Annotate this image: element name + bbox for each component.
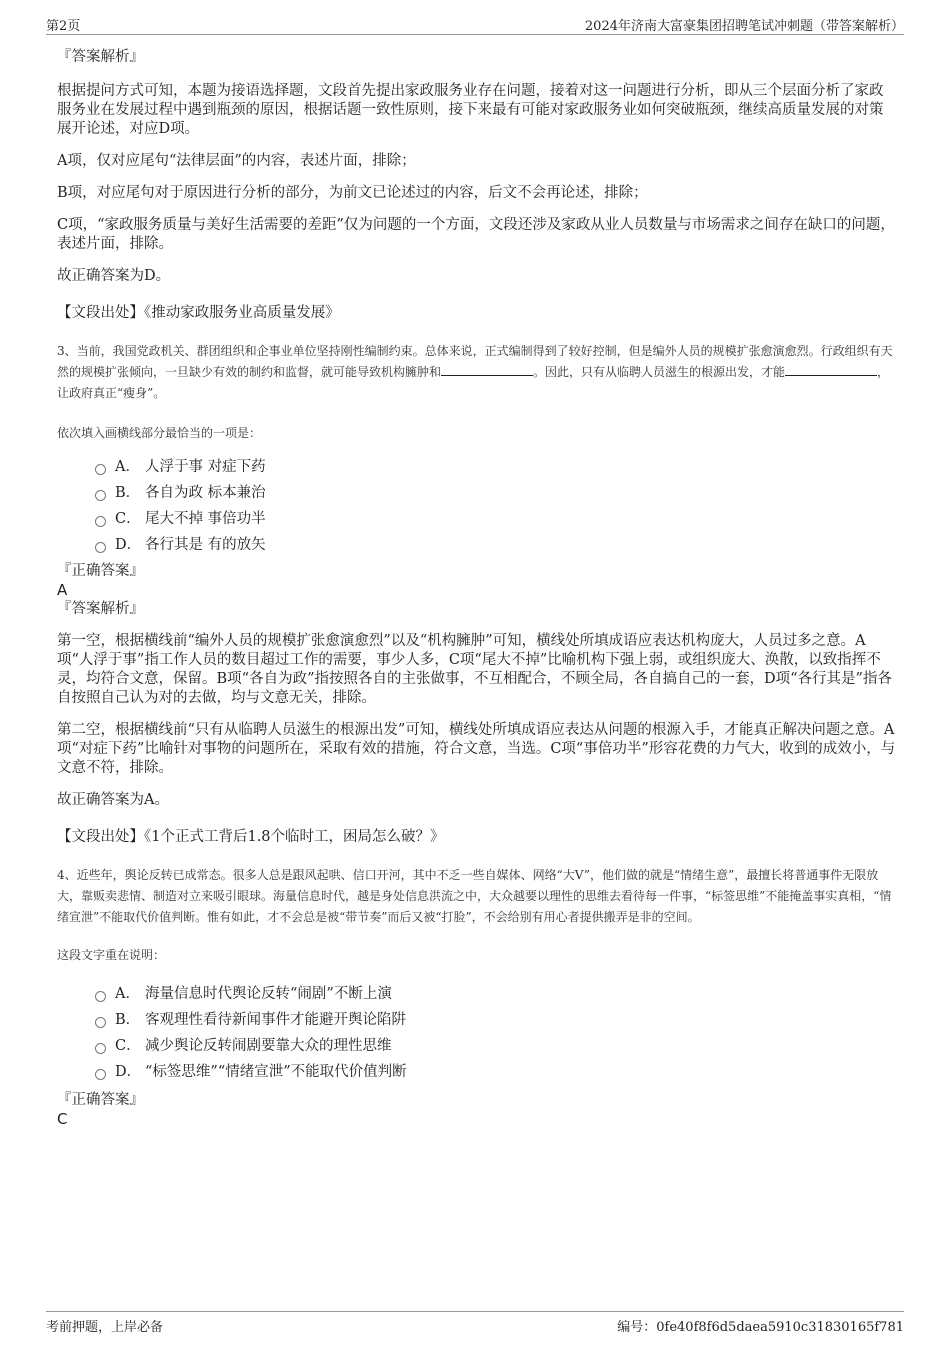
radio-icon[interactable] (95, 1069, 106, 1080)
answer-label: 『正确答案』 (57, 563, 144, 579)
option-b[interactable]: B． 客观理性看待新闻事件才能避开舆论陷阱 (95, 1007, 897, 1033)
radio-icon[interactable] (95, 542, 106, 553)
conclusion: 故正确答案为A。 (57, 792, 169, 808)
radio-icon[interactable] (95, 516, 106, 527)
option-b[interactable]: B． 各自为政 标本兼治 (95, 480, 897, 506)
option-a[interactable]: A． 海量信息时代舆论反转“闹剧”不断上演 (95, 981, 897, 1007)
conclusion: 故正确答案为D。 (57, 268, 171, 284)
option-c[interactable]: C． 减少舆论反转闹剧要靠大众的理性思维 (95, 1033, 897, 1059)
radio-icon[interactable] (95, 991, 106, 1002)
option-d[interactable]: D． 各行其是 有的放矢 (95, 532, 897, 558)
answer-label: 『正确答案』 (57, 1092, 144, 1108)
document-title: 2024年济南大富豪集团招聘笔试冲刺题（带答案解析） (584, 19, 904, 34)
question-3-options (95, 454, 897, 558)
source-citation: 【文段出处】《推动家政服务业高质量发展》 (57, 305, 340, 321)
radio-icon[interactable] (95, 464, 106, 475)
option-d[interactable]: D． “标签思维”“情绪宣泄”不能取代价值判断 (95, 1059, 897, 1085)
question-prompt: 这段文字重在说明： (57, 948, 166, 962)
analysis-paragraph: B项，对应尾句对于原因进行分析的部分，为前文已论述过的内容，后文不会再论述，排除； (57, 185, 648, 201)
fill-blank (441, 363, 533, 376)
radio-icon[interactable] (95, 1043, 106, 1054)
source-citation: 【文段出处】《1个正式工背后1.8个临时工，困局怎么破？》 (57, 829, 445, 845)
page-header (46, 12, 904, 35)
question-4-options (95, 981, 897, 1085)
option-c[interactable]: C． 尾大不掉 事倍功半 (95, 506, 897, 532)
footer-slogan: 考前押题，上岸必备 (46, 1320, 164, 1335)
answer-value: A (57, 581, 68, 599)
question-3-text: 3、当前，我国党政机关、群团组织和企事业单位坚持刚性编制约束。总体来说，正式编制得到了较好控制，但是编外人员的规模扩张愈演愈烈。行政组织有天然的规模扩张倾向，一旦缺少有效的制约和监督，就可能导致机构臃肿和 。因此，只有从临聘人员滋生的根源出发，才能 ，让政府真正“瘦身”。 (57, 344, 893, 400)
radio-icon[interactable] (95, 490, 106, 501)
document-serial: 编号：0fe40f8f6d5daea5910c31830165f781 (617, 1320, 904, 1335)
radio-icon[interactable] (95, 1017, 106, 1028)
analysis-label: 『答案解析』 (57, 601, 144, 617)
analysis-paragraph: 第一空，根据横线前“编外人员的规模扩张愈演愈烈”以及“机构臃肿”可知，横线处所填成语应表达机构庞大，人员过多之意。A项“人浮于事”指工作人员的数目超过工作的需要，事少人多，C项“尾大不掉”比喻机构下强上弱，或组织庞大、涣散，以致指挥不灵，均符合文意，保留。B项“各自为政”指按照各自的主张做事，不互相配合，不顾全局，各自搞自己的一套，D项“各行其是”指各自按照自己认为对的去做，均与文意无关，排除。 (57, 633, 892, 706)
analysis-paragraph: 根据提问方式可知，本题为接语选择题，文段首先提出家政服务业存在问题，接着对这一问题进行分析，即从三个层面分析了家政服务业在发展过程中遇到瓶颈的原因，根据话题一致性原则，接下来最有可能对家政服务业如何突破瓶颈，继续高质量发展的对策展开论述，对应D项。 (57, 83, 884, 137)
page-number: 第2页 (46, 19, 81, 34)
option-a[interactable]: A． 人浮于事 对症下药 (95, 454, 897, 480)
analysis-paragraph: A项，仅对应尾句“法律层面”的内容，表述片面，排除； (57, 153, 416, 169)
analysis-label: 『答案解析』 (57, 49, 144, 65)
fill-blank (785, 363, 877, 376)
question-prompt: 依次填入画横线部分最恰当的一项是： (57, 426, 262, 440)
analysis-paragraph: 第二空，根据横线前“只有从临聘人员滋生的根源出发”可知，横线处所填成语应表达从问题的根源入手，才能真正解决问题之意。A项“对症下药”比喻针对事物的问题所在，采取有效的措施，符合文意，当选。C项“事倍功半”形容花费的力气大，收到的成效小，与文意不符，排除。 (57, 722, 896, 776)
analysis-paragraph: C项，“家政服务质量与美好生活需要的差距”仅为问题的一个方面，文段还涉及家政从业人员数量与市场需求之间存在缺口的问题，表述片面，排除。 (57, 217, 895, 252)
answer-value: C (57, 1110, 68, 1128)
page-content (57, 42, 897, 1129)
question-4-text: 4、近些年，舆论反转已成常态。很多人总是跟风起哄、信口开河，其中不乏一些自媒体、网络“大V”，他们做的就是“情绪生意”，最擅长将普通事件无限放大，靠贩卖悲情、制造对立来吸引眼球。海量信息时代，越是身处信息洪流之中，大众越要以理性的思维去看待每一件事，“标签思维”不能掩盖事实真相，“情绪宣泄”不能取代价值判断。惟有如此，才不会总是被“带节奏”而后又被“打脸”，不会给别有用心者提供搬弄是非的空间。 (57, 868, 892, 924)
page-footer (46, 1311, 904, 1336)
